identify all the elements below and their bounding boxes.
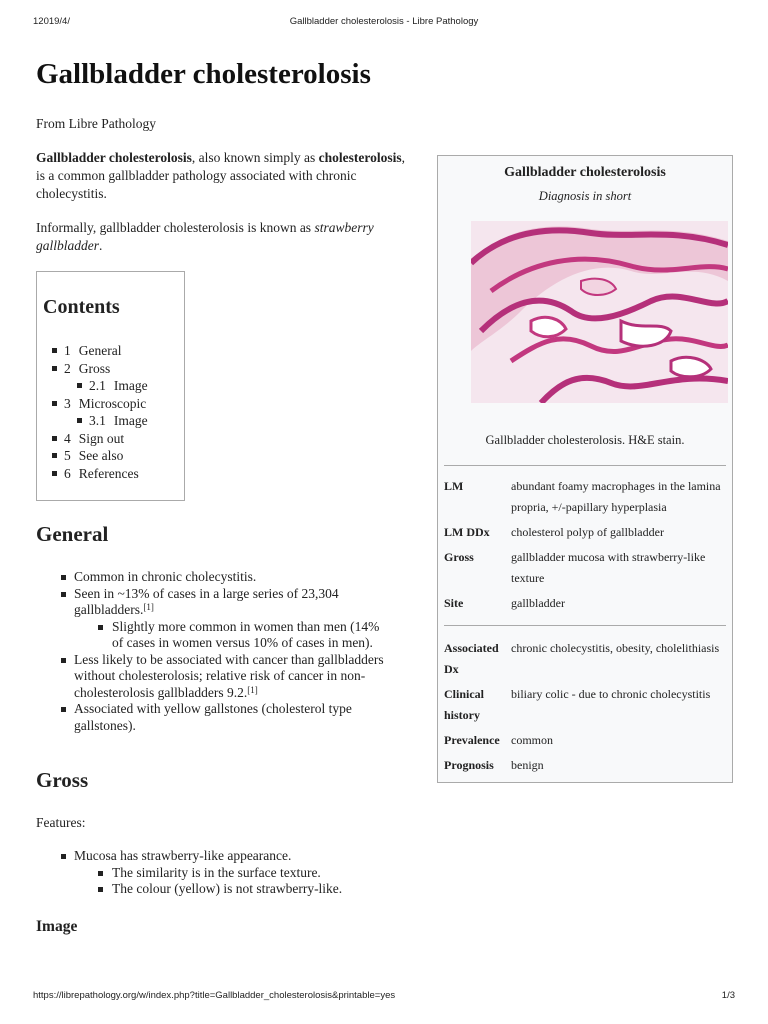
histology-image[interactable]: [471, 221, 728, 403]
list-item: Seen in ~13% of cases in a large series of 23,304 gallbladders.[1]: [36, 586, 391, 619]
toc-item-sign-out[interactable]: 4 Sign out: [64, 430, 148, 448]
infobox-title: Gallbladder cholesterolosis: [504, 165, 666, 180]
print-footer: [33, 990, 735, 1004]
toc-item-general[interactable]: 1 General: [64, 342, 148, 360]
intro-paragraph-2: Informally, gallbladder cholesterolosis is known as strawberry gallbladder.: [36, 220, 374, 253]
toc-list: [64, 342, 148, 482]
list-item: Mucosa has strawberry-like appearance.: [36, 848, 416, 865]
list-item: Less likely to be associated with cancer than gallbladders without cholesterolosis; relative risk of cancer in non-cholesterolosis gallbladders 9.2.[1]: [36, 652, 391, 702]
list-item: Associated with yellow gallstones (cholesterol type gallstones).: [36, 701, 391, 734]
page-number: 1/3: [721, 990, 735, 1001]
gross-list: [36, 848, 416, 898]
table-of-contents: [36, 271, 185, 501]
reference-link[interactable]: [1]: [247, 684, 258, 695]
site-subtitle: From Libre Pathology: [36, 116, 156, 131]
histology-micrograph: [471, 221, 728, 403]
toc-item-microscopic-image[interactable]: 3.1 Image: [64, 412, 148, 430]
list-item: The similarity is in the surface texture.: [36, 865, 416, 882]
list-item: Common in chronic cholecystitis.: [36, 569, 391, 586]
divider: [444, 625, 726, 626]
reference-link[interactable]: [1]: [143, 602, 154, 612]
features-label: Features:: [36, 815, 86, 830]
section-heading-gross: Gross: [36, 768, 89, 792]
infobox-subtitle: Diagnosis in short: [538, 189, 632, 203]
toc-item-references[interactable]: 6 References: [64, 465, 148, 483]
print-page-title: Gallbladder cholesterolosis - Libre Pathology: [289, 16, 479, 27]
intro-paragraph-1: Gallbladder cholesterolosis, also known simply as cholesterolosis, is a common gallbladder pathology associated with chronic cholecystitis.: [36, 150, 406, 201]
list-item: The colour (yellow) is not strawberry-like.: [36, 881, 416, 898]
toc-item-gross-image[interactable]: 2.1 Image: [64, 377, 148, 395]
print-date: 12019/4/: [33, 16, 70, 27]
print-header: [33, 16, 735, 30]
section-heading-general: General: [36, 522, 109, 546]
infobox: Gallbladder cholesterolosis Diagnosis in short Gallbladder cholesterolosis. H&E stain. LM abundant foamy macrophages in the lamina propria, +/-papillary hyperplasia LM DDx cholesterol polyp of gallbladder Gross gallbladder mucosa with strawberry-like texture Site gallbladder Associated Dx chronic cholecystitis, obesity, cholelithiasis Clinical history biliary colic - due to chronic cholecystitis Prevalence common Prognosis benign: [437, 155, 733, 783]
list-item: Slightly more common in women than men (14% of cases in women versus 10% of cases in men).: [36, 619, 391, 652]
intro-text: [36, 149, 416, 271]
toc-item-microscopic[interactable]: 3 Microscopic: [64, 395, 148, 413]
general-list: [36, 569, 391, 734]
toc-item-see-also[interactable]: 5 See also: [64, 447, 148, 465]
toc-heading: Contents: [43, 296, 120, 318]
page-title: Gallbladder cholesterolosis: [36, 58, 371, 90]
image-caption: Gallbladder cholesterolosis. H&E stain.: [485, 433, 685, 447]
page-url[interactable]: https://librepathology.org/w/index.php?title=Gallbladder_cholesterolosis&printable=yes: [33, 990, 396, 1001]
divider: [444, 465, 726, 466]
toc-item-gross[interactable]: 2 Gross: [64, 360, 148, 378]
subsection-heading-image: Image: [36, 918, 78, 935]
